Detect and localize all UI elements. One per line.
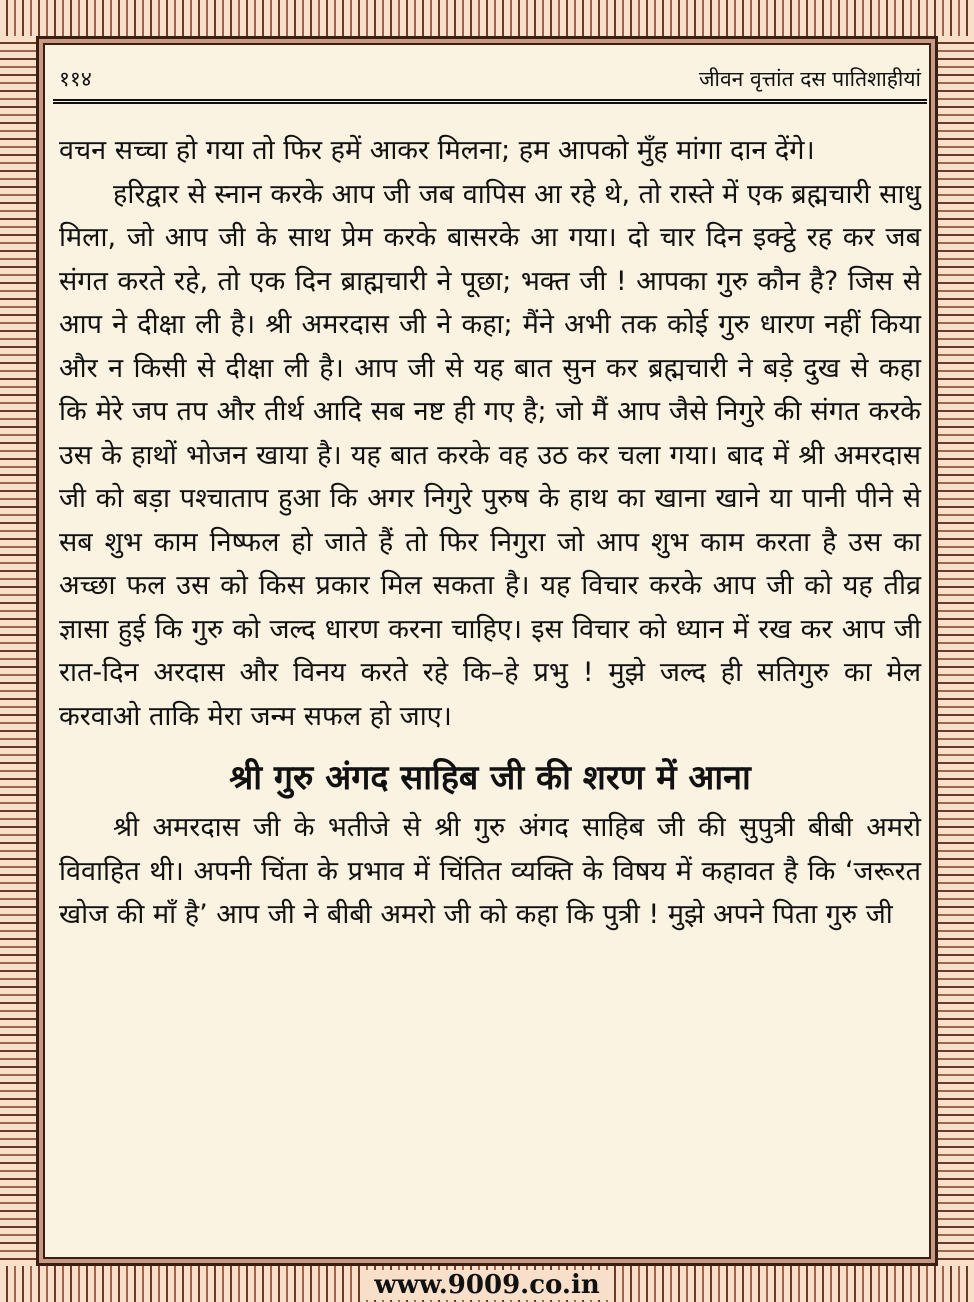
- header-double-rule: [53, 99, 927, 104]
- frame-top-border: [0, 0, 974, 36]
- frame-left-border: [0, 36, 36, 1266]
- footer-website-url: [0, 1270, 974, 1298]
- page-number: ११४: [59, 67, 92, 91]
- page-header: [59, 65, 921, 95]
- frame-right-border: [938, 36, 974, 1266]
- section-heading: श्री गुरु अंगद साहिब जी की शरण में आना: [229, 758, 751, 798]
- body-text: [59, 129, 921, 937]
- paragraph-2: हरिद्वार से स्नान करके आप जी जब वापिस आ रहे थे, तो रास्ते में एक ब्रह्मचारी साधु मिला, जो आप जी के साथ प्रेम करके बासरके आ गया। दो चार दिन इक्ट्ठे रह कर जब संगत करते रहे, तो एक दिन ब्राह्मचारी ने पूछा; भक्त जी ! आपका गुरु कौन है? जिस से आप ने दीक्षा ली है। श्री अमरदास जी ने कहा; मैंने अभी तक कोई गुरु धारण नहीं किया और न किसी से दीक्षा ली है। आप जी से यह बात सुन कर ब्रह्मचारी ने बड़े दुख से कहा कि मेरे जप तप और तीर्थ आदि सब नष्ट ही गए है; जो मैं आप जैसे निगुरे की संगत करके उस के हाथों भोजन खाया है। यह बात करके वह उठ कर चला गया। बाद में श्री अमरदास जी को बड़ा पश्चाताप हुआ कि अगर निगुरे पुरुष के हाथ का खाना खाने या पानी पीने से सब शुभ काम निष्फल हो जाते हैं तो फिर निगुरा जो आप शुभ काम करता है उस का अच्छा फल उस को किस प्रकार मिल सकता है। यह विचार करके आप जी को यह तीव्र ज्ञासा हुई कि गुरु को जल्द धारण करना चाहिए। इस विचार को ध्यान में रख कर आप जी रात-दिन अरदास और विनय करते रहे कि–हे प्रभु ! मुझे जल्द ही सतिगुरु का मेल करवाओ ताकि मेरा जन्म सफल हो जाए।: [59, 178, 921, 732]
- paragraph-1: वचन सच्चा हो गया तो फिर हमें आकर मिलना; हम आपको मुँह मांगा दान देंगे।: [59, 135, 815, 166]
- footer-url-text: www.9009.co.in: [360, 1270, 614, 1300]
- book-page: [36, 36, 938, 1266]
- section-paragraph: श्री अमरदास जी के भतीजे से श्री गुरु अंगद साहिब जी की सुपुत्री बीबी अमरो विवाहित थी। अपनी चिंता के प्रभाव में चिंतित व्यक्ति के विषय में कहावत है कि ‘जरूरत खोज की माँ है’ आप जी ने बीबी अमरो जी को कहा कि पुत्री ! मुझे अपने पिता गुरु जी: [59, 812, 921, 930]
- running-title: जीवन वृत्तांत दस पातिशाहीयां: [698, 67, 921, 91]
